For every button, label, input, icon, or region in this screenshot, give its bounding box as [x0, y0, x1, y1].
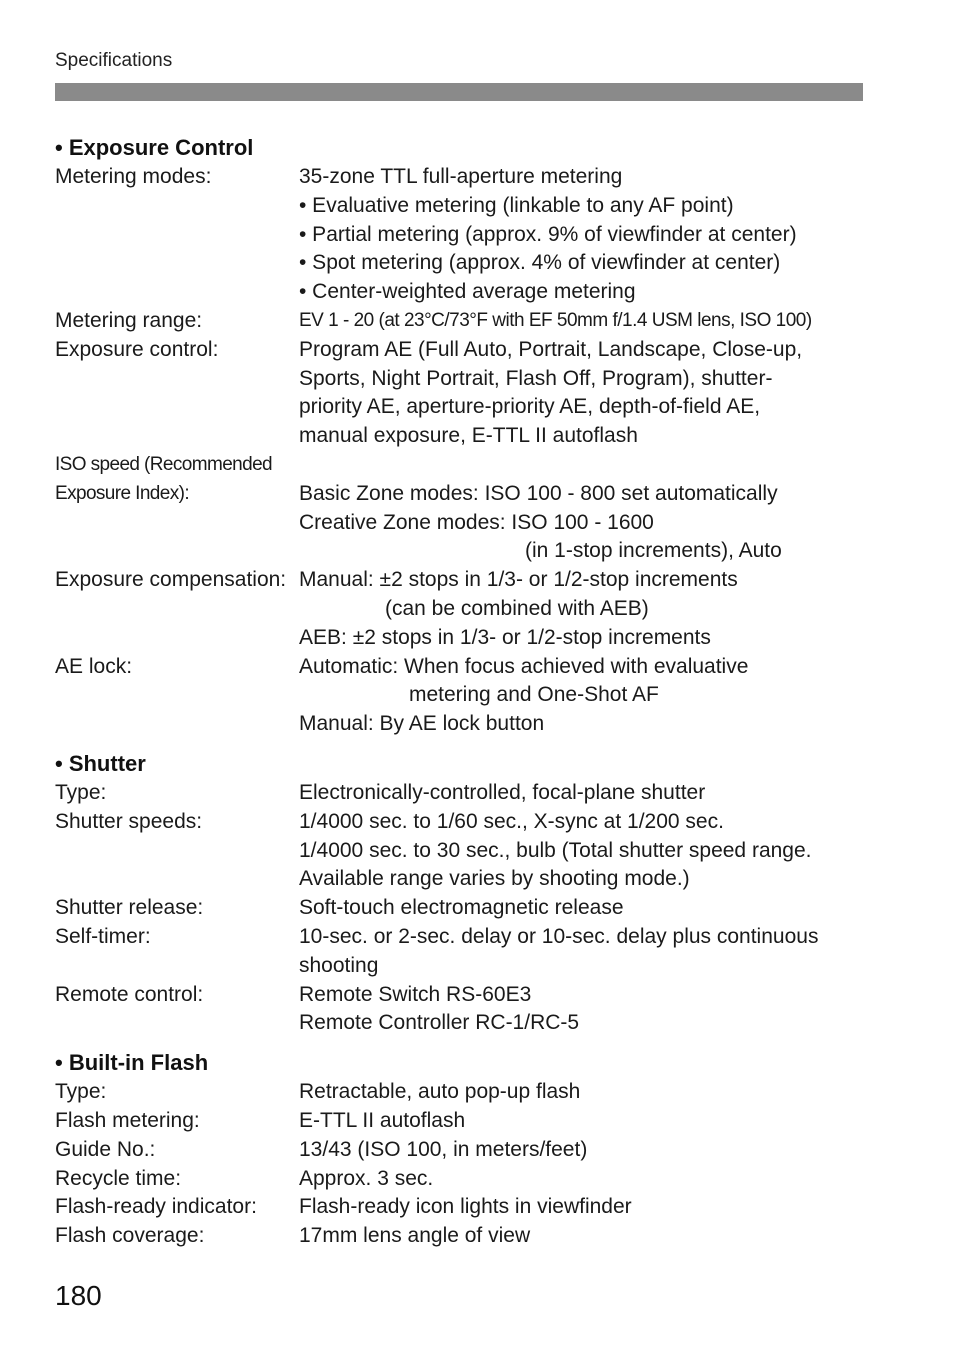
spec-values	[299, 808, 875, 894]
spec-content	[55, 133, 875, 1261]
spec-section	[55, 749, 875, 1038]
spec-value-line: Electronically-controlled, focal-plane shutter	[299, 780, 706, 804]
spec-value-line: • Partial metering (approx. 9% of viewfinder at center)	[299, 222, 797, 246]
spec-value-line: priority AE, aperture-priority AE, depth-of-field AE,	[299, 395, 761, 419]
spec-label: Type:	[55, 1080, 107, 1104]
spec-row	[55, 1078, 875, 1107]
spec-row	[55, 981, 875, 1039]
spec-label: Flash-ready indicator:	[55, 1195, 257, 1219]
spec-label: ISO speed (Recommended	[55, 453, 273, 475]
spec-values	[299, 566, 875, 652]
spec-label: Metering modes:	[55, 165, 212, 188]
spec-label: Flash metering:	[55, 1108, 200, 1132]
spec-section	[55, 1048, 875, 1251]
spec-value-line: 17mm lens angle of view	[299, 1224, 531, 1248]
spec-value-line: metering and One-Shot AF	[409, 683, 659, 707]
spec-value-line: shooting	[299, 953, 379, 977]
spec-values	[299, 1165, 875, 1194]
spec-row	[55, 653, 875, 739]
spec-row	[55, 307, 875, 336]
spec-value-line: Remote Switch RS-60E3	[299, 982, 532, 1006]
spec-values	[299, 653, 875, 739]
spec-label: Flash coverage:	[55, 1224, 205, 1248]
spec-value-line: Flash-ready icon lights in viewfinder	[299, 1195, 632, 1219]
spec-row	[55, 779, 875, 808]
spec-label: Recycle time:	[55, 1166, 182, 1190]
spec-row	[55, 1193, 875, 1222]
spec-label: AE lock:	[55, 654, 133, 678]
spec-values	[299, 894, 875, 923]
spec-value-line: Available range varies by shooting mode.)	[299, 867, 690, 891]
spec-label: Remote control:	[55, 982, 204, 1006]
spec-value-line: AEB: ±2 stops in 1/3- or 1/2-stop increments	[299, 625, 711, 649]
spec-value-line: 1/4000 sec. to 1/60 sec., X-sync at 1/200 sec.	[299, 809, 724, 833]
spec-values	[299, 981, 875, 1039]
spec-row	[55, 451, 875, 480]
spec-value-line: manual exposure, E-TTL II autoflash	[299, 424, 638, 448]
spec-value-line: (can be combined with AEB)	[385, 596, 649, 620]
spec-values	[299, 779, 875, 808]
spec-row	[55, 1136, 875, 1165]
spec-row	[55, 1107, 875, 1136]
spec-values	[299, 451, 875, 480]
spec-section	[55, 133, 875, 739]
spec-value-line: Creative Zone modes: ISO 100 - 1600	[299, 510, 654, 534]
spec-value-line: 35-zone TTL full-aperture metering	[299, 165, 623, 188]
spec-row	[55, 894, 875, 923]
spec-values	[299, 336, 875, 451]
spec-values	[299, 923, 875, 981]
spec-value-line	[299, 451, 875, 480]
spec-values	[299, 480, 875, 566]
spec-value-line: Remote Controller RC-1/RC-5	[299, 1011, 580, 1035]
spec-value-line: • Spot metering (approx. 4% of viewfinder at center)	[299, 251, 781, 275]
spec-label: Type:	[55, 780, 107, 804]
spec-row	[55, 163, 875, 307]
section-heading: • Exposure Control	[55, 135, 254, 160]
spec-label: Shutter release:	[55, 896, 204, 920]
spec-value-line: Retractable, auto pop-up flash	[299, 1080, 581, 1104]
spec-value-line: Soft-touch electromagnetic release	[299, 896, 624, 920]
spec-value-line: • Evaluative metering (linkable to any AF point)	[299, 193, 734, 217]
spec-value-line: 10-sec. or 2-sec. delay or 10-sec. delay plus continuous	[299, 924, 819, 948]
section-heading: • Shutter	[55, 750, 146, 776]
spec-label: Metering range:	[55, 308, 203, 332]
spec-values	[299, 1136, 875, 1165]
spec-row	[55, 923, 875, 981]
section-heading: • Built-in Flash	[55, 1050, 209, 1076]
spec-value-line: Sports, Night Portrait, Flash Off, Program), shutter-	[299, 366, 773, 390]
spec-values	[299, 1222, 875, 1251]
spec-value-line: Program AE (Full Auto, Portrait, Landscape, Close-up,	[299, 337, 803, 361]
spec-row	[55, 808, 875, 894]
spec-value-line: EV 1 - 20 (at 23°C/73°F with EF 50mm f/1.4 USM lens, ISO 100)	[299, 309, 812, 331]
spec-value-line: • Center-weighted average metering	[299, 280, 636, 304]
spec-label: Exposure compensation:	[55, 568, 287, 592]
spec-label: Shutter speeds:	[55, 809, 203, 833]
spec-row	[55, 566, 875, 652]
spec-value-line: 13/43 (ISO 100, in meters/feet)	[299, 1137, 588, 1161]
spec-value-line: Automatic: When focus achieved with evaluative	[299, 654, 749, 678]
spec-label: Exposure Index):	[55, 482, 190, 504]
spec-label: Self-timer:	[55, 924, 151, 948]
page-number: 180	[55, 1280, 102, 1311]
spec-row	[55, 1222, 875, 1251]
spec-value-line: Manual: By AE lock button	[299, 712, 545, 736]
spec-row	[55, 480, 875, 566]
spec-values	[299, 1107, 875, 1136]
spec-row	[55, 1165, 875, 1194]
spec-value-line: Approx. 3 sec.	[299, 1166, 434, 1190]
spec-value-line: Manual: ±2 stops in 1/3- or 1/2-stop increments	[299, 568, 738, 592]
spec-values	[299, 1078, 875, 1107]
running-head-title: Specifications	[55, 50, 173, 71]
spec-values	[299, 307, 875, 336]
spec-values	[299, 163, 875, 307]
spec-value-line: (in 1-stop increments), Auto	[525, 539, 782, 563]
spec-values	[299, 1193, 875, 1222]
spec-label: Exposure control:	[55, 337, 219, 361]
spec-value-line: Basic Zone modes: ISO 100 - 800 set automatically	[299, 481, 778, 505]
spec-label: Guide No.:	[55, 1137, 156, 1161]
header-rule-bar	[55, 83, 863, 101]
spec-value-line: E-TTL II autoflash	[299, 1108, 466, 1132]
spec-value-line: 1/4000 sec. to 30 sec., bulb (Total shutter speed range.	[299, 838, 812, 862]
spec-row	[55, 336, 875, 451]
